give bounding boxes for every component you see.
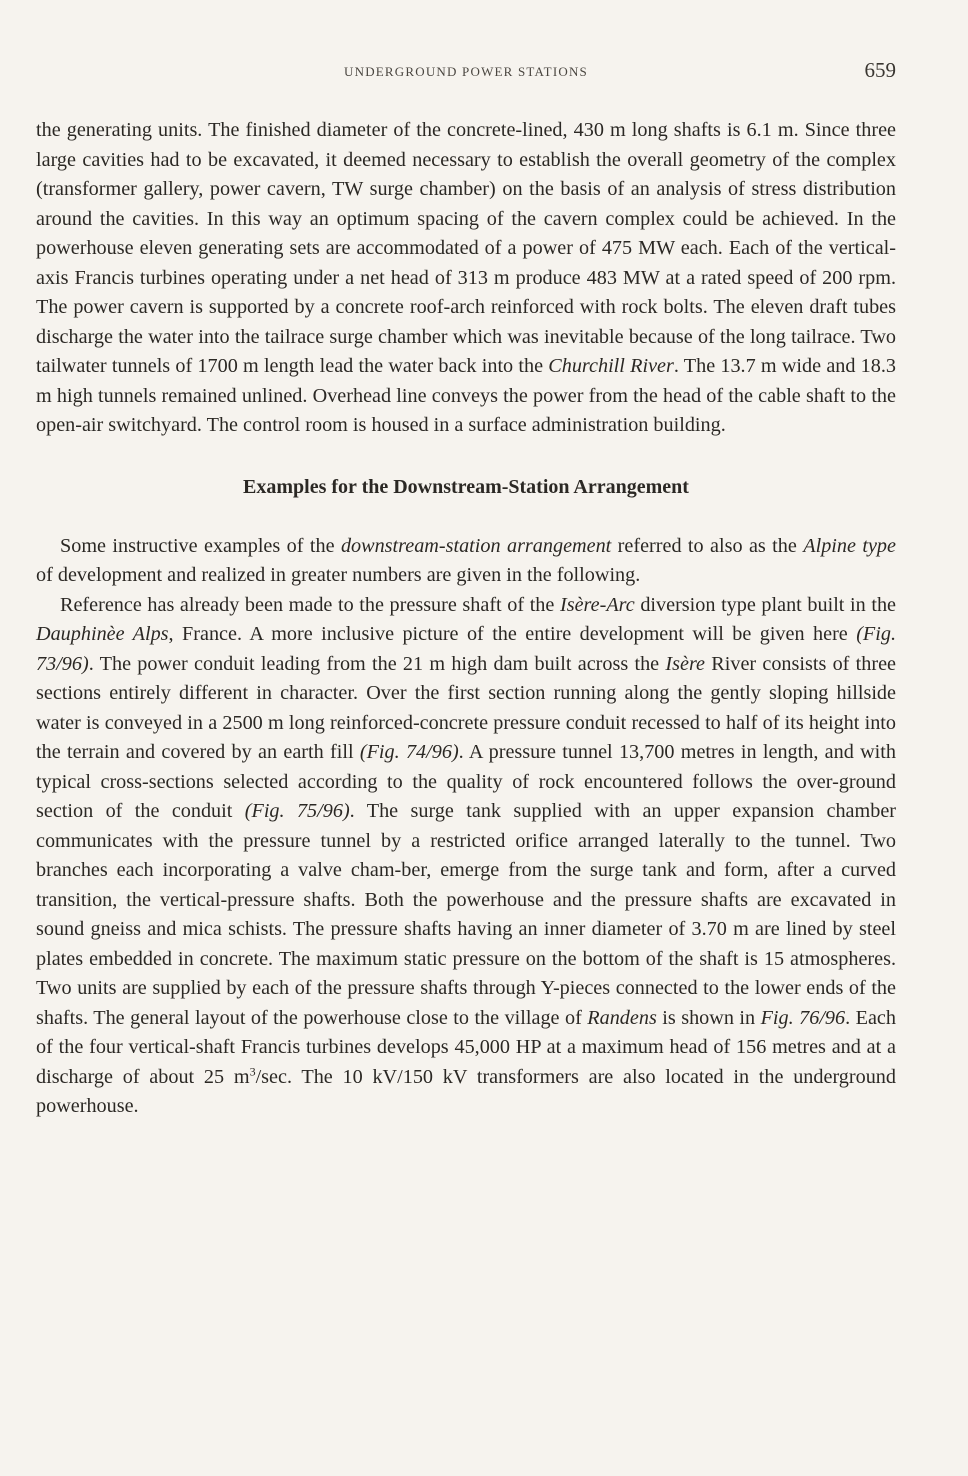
text-run: . A pressure tunnel 13,700 metres in length, and with typical cross-sections selected according to the quality of rock encountered follows the over-ground section of the conduit bbox=[36, 741, 896, 822]
text-run: referred to also as the bbox=[611, 534, 804, 557]
book-page bbox=[36, 56, 896, 1122]
text-run: River consists of three sections entirely different in character. Over the first section running along the gently sloping hillside water is conveyed in a 2500 m long reinforced-concrete pressure conduit recessed to half of its height into the terrain and covered by an earth fill bbox=[36, 652, 896, 763]
italic-term: Alpine type bbox=[803, 534, 896, 557]
figure-reference: (Fig. 75/96) bbox=[244, 800, 350, 822]
paragraph-isere-arc bbox=[36, 591, 896, 1122]
italic-term: Dauphinèe Alps bbox=[36, 623, 169, 645]
figure-reference: (Fig. 74/96) bbox=[359, 741, 459, 763]
text-run: , France. A more inclusive picture of the entire development will be given here bbox=[168, 623, 857, 645]
text-run: . The power conduit leading from the 21 m high dam built across the bbox=[88, 652, 666, 675]
text-run: diversion type plant built in the bbox=[634, 593, 896, 616]
running-header bbox=[36, 56, 896, 90]
text-run: is shown in bbox=[656, 1006, 761, 1029]
paragraph-text: the generating units. The finished diameter of the concrete-lined, 430 m long shafts is 6.1 m. Since three large cavities had to be excavated, it deemed necessary to establish the overall geometry of the complex (transformer gallery, power cavern, TW surge chamber) on the basis of an analysis of stress distribution around the cavities. In this way an optimum spacing of the cavern complex could be achieved. In the powerhouse eleven generating sets are accommodated of a power of 475 MW each. Each of the vertical-axis Francis turbines operating under a net head of 313 m produce 483 MW at a rated speed of 200 rpm. The power cavern is supported by a concrete roof-arch reinforced with rock bolts. The eleven draft tubes discharge the water into the tailrace surge chamber which was inevitable because of the long tailrace. Two tailwater tunnels of 1700 m length lead the water back into the bbox=[36, 119, 896, 377]
paragraph-text: . The 13.7 m wide and 18.3 m high tunnels remained unlined. Overhead line conveys the power from the head of the cable shaft to the open-air switchyard. The control room is housed in a surface administration building. bbox=[36, 355, 897, 436]
figure-reference: (Fig. 73/96) bbox=[36, 623, 896, 675]
section-heading: Examples for the Downstream-Station Arrangement bbox=[243, 475, 689, 498]
running-title: UNDERGROUND POWER STATIONS bbox=[344, 64, 588, 79]
text-run: Some instructive examples of the bbox=[60, 534, 341, 557]
italic-term: downstream-station arrangement bbox=[340, 534, 612, 557]
text-run: /sec. The 10 kV/150 kV transformers are also located in the underground powerhouse. bbox=[36, 1065, 896, 1117]
text-run: of development and realized in greater numbers are given in the following. bbox=[36, 564, 641, 586]
text-run: . Each of the four vertical-shaft Francis turbines develops 45,000 HP at a maximum head of 156 metres and at a discharge of about 25 m bbox=[36, 1006, 896, 1088]
text-run: Reference has already been made to the pressure shaft of the bbox=[60, 593, 560, 616]
italic-term: Randens bbox=[587, 1006, 657, 1029]
paragraph-continuation bbox=[36, 116, 896, 441]
paragraph-intro bbox=[36, 532, 896, 591]
italic-term: Isère-Arc bbox=[559, 593, 635, 616]
text-run: . The surge tank supplied with an upper expansion chamber communicates with the pressure tunnel by a restricted orifice arranged laterally to the tunnel. Two branches each incorporating a valve cham-ber, emerge from the surge tank and form, after a curved transition, the vertical-pressure shafts. Both the powerhouse and the pressure shafts are excavated in sound gneiss and mica schists. The pressure shafts having an inner diameter of 3.70 m are lined by steel plates embedded in concrete. The maximum static pressure on the bottom of the shaft is 15 atmospheres. Two units are supplied by each of the pressure shafts through Y-pieces connected to the lower ends of the shafts. The general layout of the powerhouse close to the village of bbox=[36, 800, 896, 1029]
page-number: 659 bbox=[864, 58, 896, 82]
river-name: Churchill River bbox=[548, 355, 674, 377]
italic-term: Isère bbox=[665, 652, 706, 675]
figure-reference: Fig. 76/96 bbox=[760, 1006, 846, 1029]
body-text bbox=[36, 116, 896, 1122]
superscript: 3 bbox=[249, 1063, 256, 1078]
